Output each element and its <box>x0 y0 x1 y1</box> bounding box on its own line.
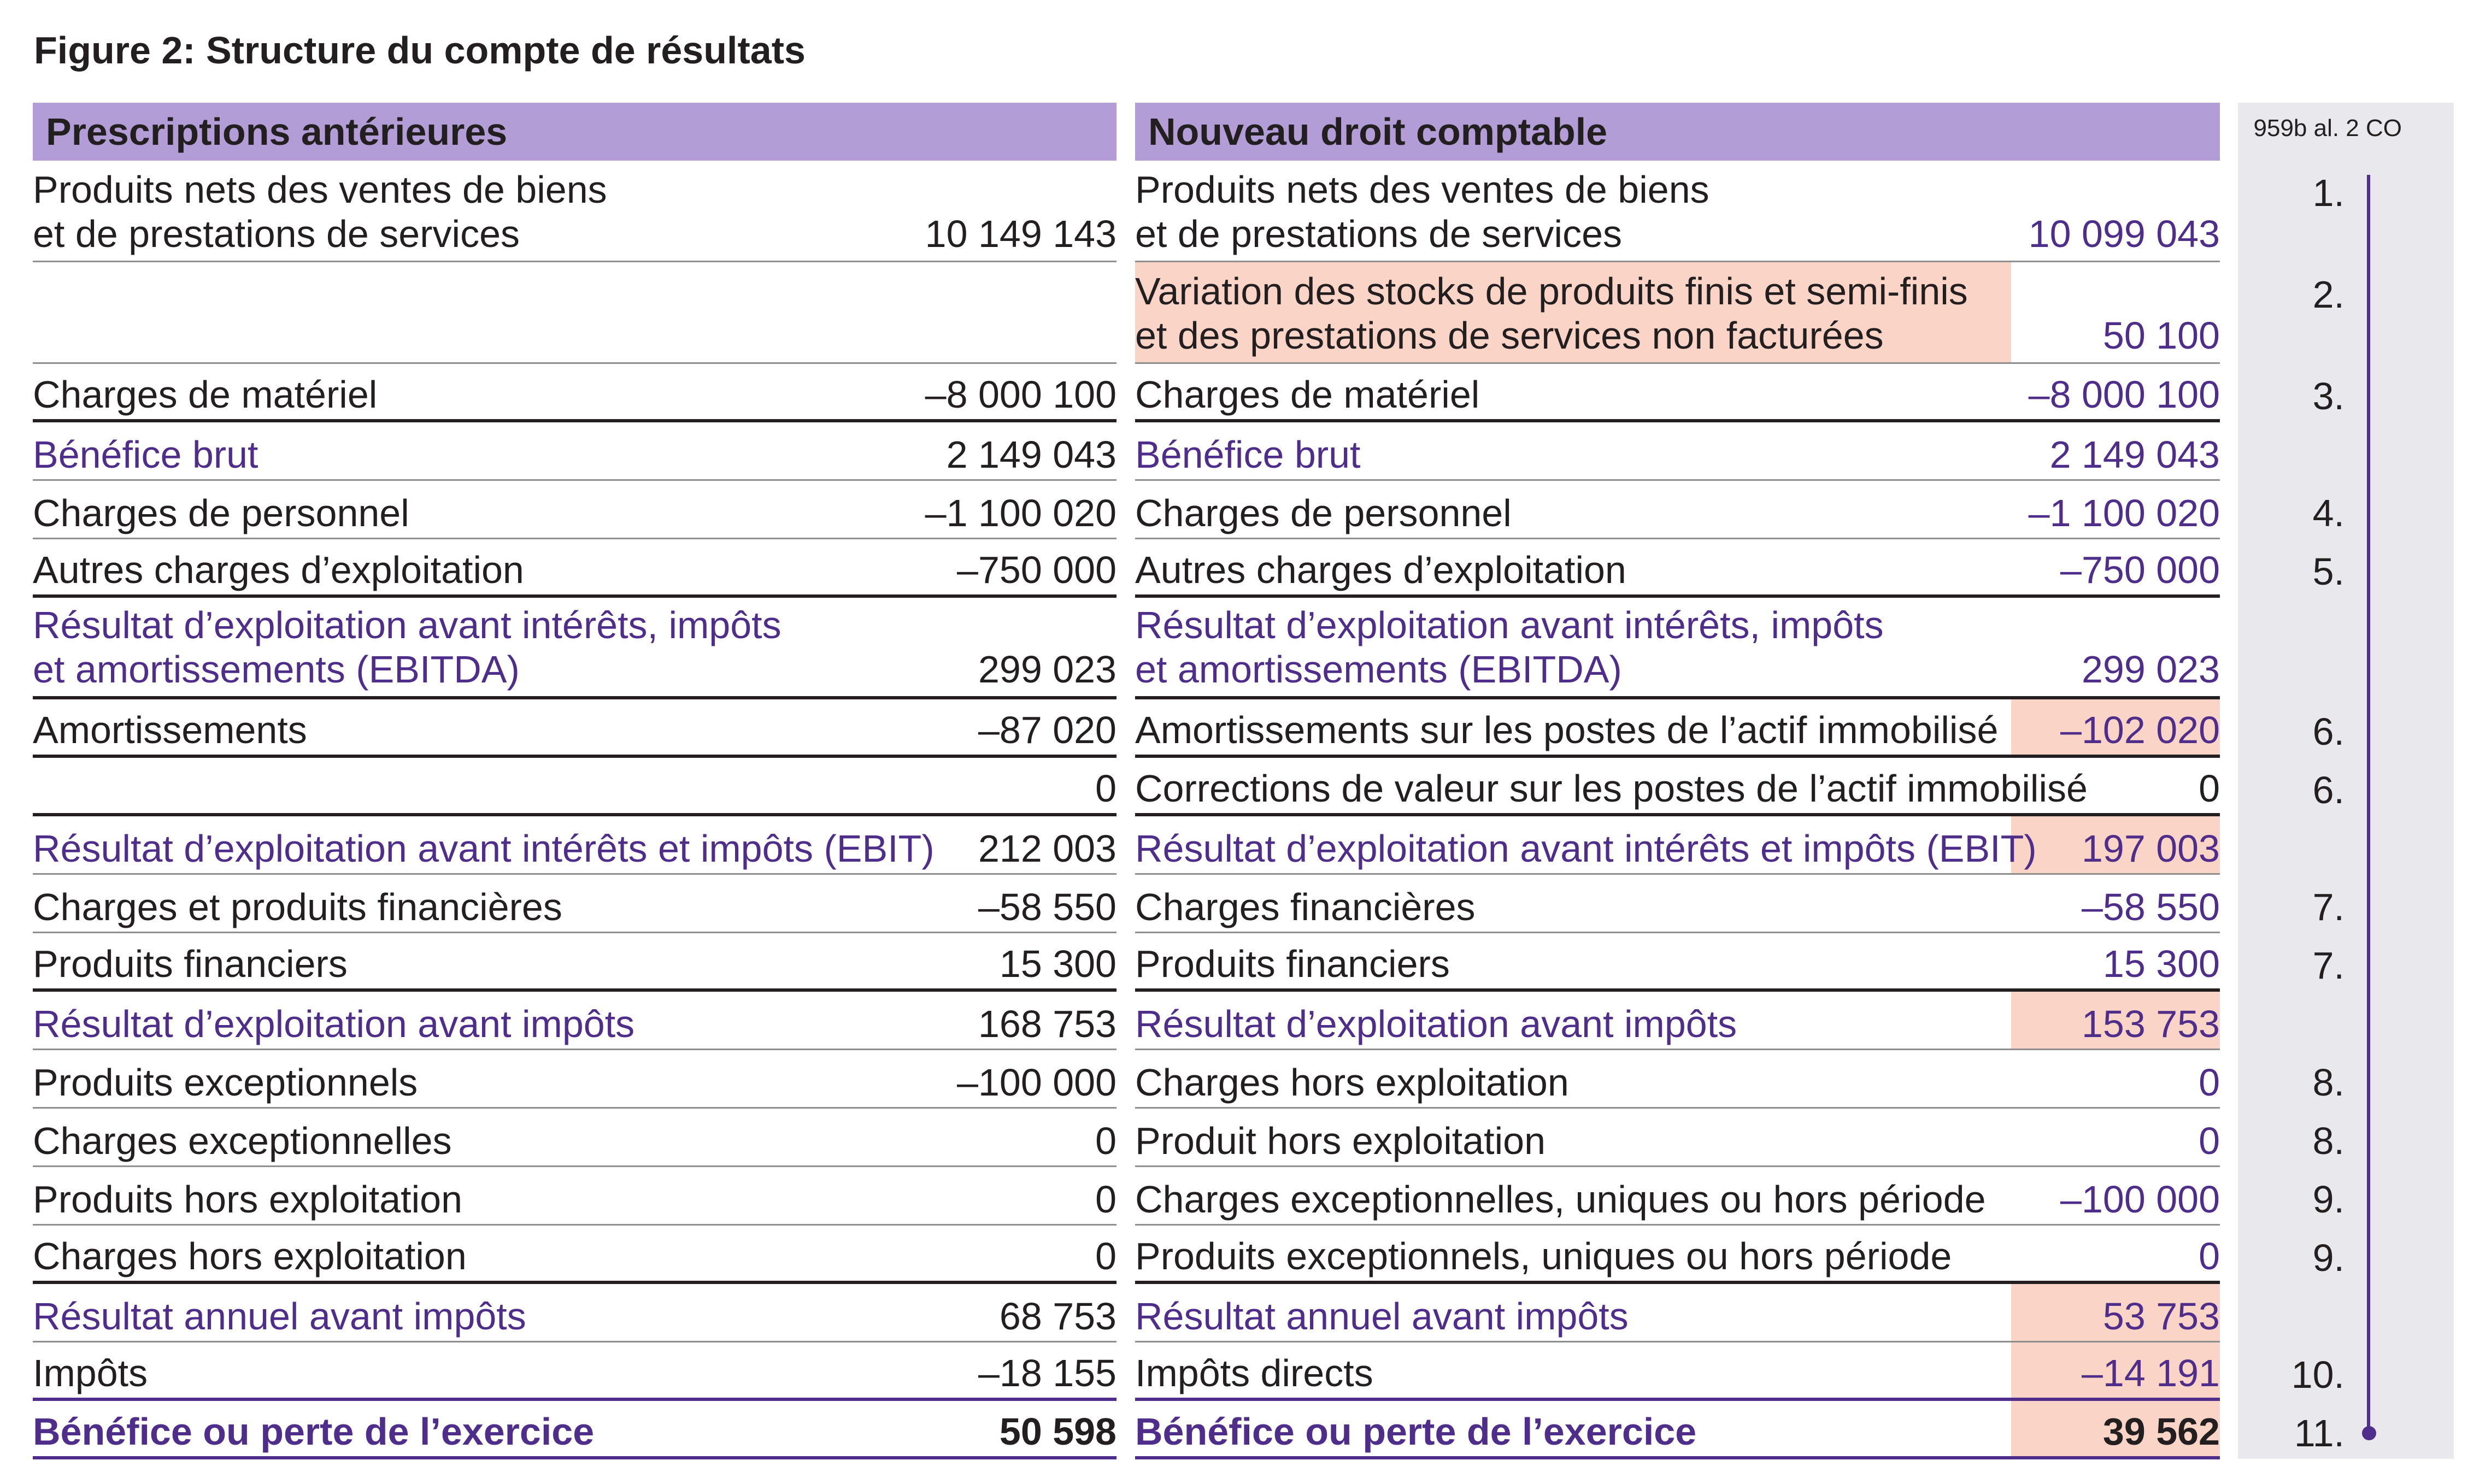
row-label: Charges financières <box>1135 886 1476 928</box>
left-panel-header: Prescriptions antérieures <box>33 103 1117 161</box>
sidebar-ref-number: 5. <box>2312 550 2344 593</box>
row-value: –750 000 <box>2060 549 2220 591</box>
sidebar-header: 959b al. 2 CO <box>2253 115 2402 142</box>
row-value: 0 <box>2199 767 2220 810</box>
row-label: Résultat d’exploitation avant intérêts et impôts (EBIT) <box>33 827 935 870</box>
row-label: Résultat d’exploitation avant impôts <box>1135 1003 1737 1045</box>
row-value: 0 <box>1095 1120 1117 1162</box>
table-row <box>1135 1167 2220 1226</box>
sidebar-ref-number: 10. <box>2291 1353 2344 1396</box>
sidebar-ref-number: 9. <box>2312 1236 2344 1279</box>
left-panel-old-rules <box>33 103 1117 1459</box>
row-label: Résultat d’exploitation avant impôts <box>33 1003 635 1045</box>
row-value: –14 191 <box>2081 1352 2220 1394</box>
row-value: –58 550 <box>2081 886 2220 928</box>
sidebar-ref-number: 11. <box>2294 1412 2344 1454</box>
row-label: Résultat d’exploitation avant intérêts, impôts <box>33 604 781 646</box>
row-label: Charges exceptionnelles <box>33 1120 452 1162</box>
sidebar-ref-number: 9. <box>2312 1178 2344 1221</box>
table-row-subtotal <box>33 598 1117 699</box>
table-row <box>1135 758 2220 816</box>
row-value: –58 550 <box>978 886 1117 928</box>
row-label: Résultat d’exploitation avant intérêts, impôts <box>1135 604 1884 646</box>
row-value: 68 753 <box>999 1295 1117 1338</box>
row-value: –8 000 100 <box>925 373 1117 416</box>
row-value: 15 300 <box>2102 943 2220 985</box>
row-value: –8 000 100 <box>2028 373 2220 416</box>
table-row <box>33 481 1117 539</box>
row-value: 0 <box>2199 1235 2220 1277</box>
row-value: 0 <box>1095 1235 1117 1277</box>
table-row <box>33 699 1117 758</box>
row-label-line2: et amortissements (EBITDA) <box>1135 648 1622 691</box>
row-label: Produits nets des ventes de biens <box>1135 168 1709 211</box>
table-row-subtotal <box>1135 816 2220 875</box>
row-label: Impôts <box>33 1352 148 1394</box>
table-row-highlighted <box>1135 262 2220 364</box>
row-value: 15 300 <box>999 943 1117 985</box>
table-row <box>33 539 1117 598</box>
table-row-subtotal <box>1135 422 2220 481</box>
table-row <box>33 1050 1117 1109</box>
table-row <box>33 364 1117 422</box>
table-row-final-result <box>33 1401 1117 1459</box>
row-value: 2 149 043 <box>946 433 1117 476</box>
row-value: –102 020 <box>2060 709 2220 751</box>
row-value: –87 020 <box>978 709 1117 751</box>
table-row-empty <box>33 262 1117 364</box>
row-label: Bénéfice ou perte de l’exercice <box>33 1410 595 1453</box>
row-label: Bénéfice brut <box>33 433 258 476</box>
row-value: –1 100 020 <box>925 492 1117 534</box>
row-label: Résultat annuel avant impôts <box>33 1295 526 1338</box>
row-value: 10 099 043 <box>2028 213 2220 255</box>
row-label-line2: et des prestations de services non facturées <box>1135 314 1884 357</box>
row-label: Produits hors exploitation <box>33 1178 462 1221</box>
table-row <box>33 933 1117 992</box>
row-label: Charges hors exploitation <box>1135 1061 1569 1104</box>
row-value: –750 000 <box>957 549 1117 591</box>
table-row <box>1135 364 2220 422</box>
row-label: Charges de personnel <box>33 492 409 534</box>
sidebar-ref-number: 8. <box>2312 1120 2344 1162</box>
row-value: 0 <box>1095 767 1117 810</box>
row-label-line2: et amortissements (EBITDA) <box>33 648 520 691</box>
table-row <box>1135 161 2220 262</box>
row-value: 50 598 <box>999 1410 1117 1453</box>
table-row-subtotal <box>33 992 1117 1050</box>
row-label: Bénéfice brut <box>1135 433 1361 476</box>
sidebar-ref-number: 8. <box>2312 1061 2344 1104</box>
row-value: 2 149 043 <box>2049 433 2220 476</box>
row-value: 50 100 <box>2102 314 2220 357</box>
row-label-line2: et de prestations de services <box>33 213 520 255</box>
row-label: Charges de matériel <box>1135 373 1480 416</box>
row-label: Charges exceptionnelles, uniques ou hors période <box>1135 1178 1986 1221</box>
row-label: Produits financiers <box>33 943 348 985</box>
table-row <box>33 1342 1117 1401</box>
row-label: Bénéfice ou perte de l’exercice <box>1135 1410 1697 1453</box>
row-value: 299 023 <box>2081 648 2220 691</box>
right-panel-new-law <box>1135 103 2220 1459</box>
table-row <box>33 758 1117 816</box>
row-value: –100 000 <box>957 1061 1117 1104</box>
figure-title: Figure 2: Structure du compte de résultats <box>34 29 806 72</box>
table-row-subtotal <box>1135 598 2220 699</box>
sidebar-ref-number: 6. <box>2312 710 2344 753</box>
row-label: Produits financiers <box>1135 943 1450 985</box>
sidebar-ref-number: 7. <box>2312 886 2344 928</box>
row-value: 0 <box>2199 1061 2220 1104</box>
row-value: 39 562 <box>2102 1410 2220 1453</box>
row-label: Variation des stocks de produits finis et semi-finis <box>1135 270 1968 313</box>
table-row <box>1135 481 2220 539</box>
row-value: 153 753 <box>2081 1003 2220 1045</box>
table-row-subtotal <box>33 816 1117 875</box>
table-row <box>1135 1050 2220 1109</box>
sidebar-ref-number: 2. <box>2312 273 2344 316</box>
table-row <box>1135 699 2220 758</box>
row-value: 0 <box>2199 1120 2220 1162</box>
table-row <box>1135 1226 2220 1284</box>
row-label: Amortissements <box>33 709 307 751</box>
row-value: 168 753 <box>978 1003 1117 1045</box>
row-label: Charges de matériel <box>33 373 378 416</box>
row-label: Produit hors exploitation <box>1135 1120 1546 1162</box>
row-value: –100 000 <box>2060 1178 2220 1221</box>
row-label: Résultat annuel avant impôts <box>1135 1295 1629 1338</box>
table-row <box>33 161 1117 262</box>
table-row-subtotal <box>33 422 1117 481</box>
row-label: Produits nets des ventes de biens <box>33 168 607 211</box>
table-row-final-result <box>1135 1401 2220 1459</box>
row-label: Produits exceptionnels <box>33 1061 418 1104</box>
sidebar-vertical-line <box>2367 175 2370 1440</box>
sidebar-ref-number: 1. <box>2312 172 2344 214</box>
row-label-line2: et de prestations de services <box>1135 213 1623 255</box>
table-row <box>1135 1342 2220 1401</box>
row-label: Charges et produits financières <box>33 886 562 928</box>
right-panel-header: Nouveau droit comptable <box>1135 103 2220 161</box>
row-value: –1 100 020 <box>2028 492 2220 534</box>
row-label: Amortissements sur les postes de l’actif immobilisé <box>1135 709 1999 751</box>
row-value: 197 003 <box>2081 827 2220 870</box>
sidebar-ref-number: 4. <box>2312 492 2344 534</box>
table-row-subtotal <box>1135 1284 2220 1342</box>
row-label: Autres charges d’exploitation <box>1135 549 1626 591</box>
row-label: Produits exceptionnels, uniques ou hors période <box>1135 1235 1952 1277</box>
row-value: 299 023 <box>978 648 1117 691</box>
row-label: Charges de personnel <box>1135 492 1512 534</box>
row-value: 212 003 <box>978 827 1117 870</box>
row-value: 10 149 143 <box>925 213 1117 255</box>
table-row-subtotal <box>1135 992 2220 1050</box>
row-label: Impôts directs <box>1135 1352 1373 1394</box>
row-value: 0 <box>1095 1178 1117 1221</box>
table-row <box>33 875 1117 933</box>
table-row <box>1135 539 2220 598</box>
table-row <box>1135 875 2220 933</box>
row-label: Résultat d’exploitation avant intérêts et impôts (EBIT) <box>1135 827 2037 870</box>
row-value: 53 753 <box>2102 1295 2220 1338</box>
sidebar-end-dot <box>2362 1426 2376 1440</box>
row-label: Charges hors exploitation <box>33 1235 467 1277</box>
row-label: Autres charges d’exploitation <box>33 549 524 591</box>
table-row-subtotal <box>33 1284 1117 1342</box>
table-row <box>33 1167 1117 1226</box>
table-row <box>1135 1109 2220 1167</box>
sidebar-ref-number: 7. <box>2312 944 2344 987</box>
row-label: Corrections de valeur sur les postes de l’actif immobilisé <box>1135 767 2088 810</box>
table-row <box>33 1226 1117 1284</box>
row-value: –18 155 <box>978 1352 1117 1394</box>
sidebar-ref-number: 3. <box>2312 375 2344 417</box>
table-row <box>1135 933 2220 992</box>
table-row <box>33 1109 1117 1167</box>
sidebar-ref-number: 6. <box>2312 769 2344 811</box>
